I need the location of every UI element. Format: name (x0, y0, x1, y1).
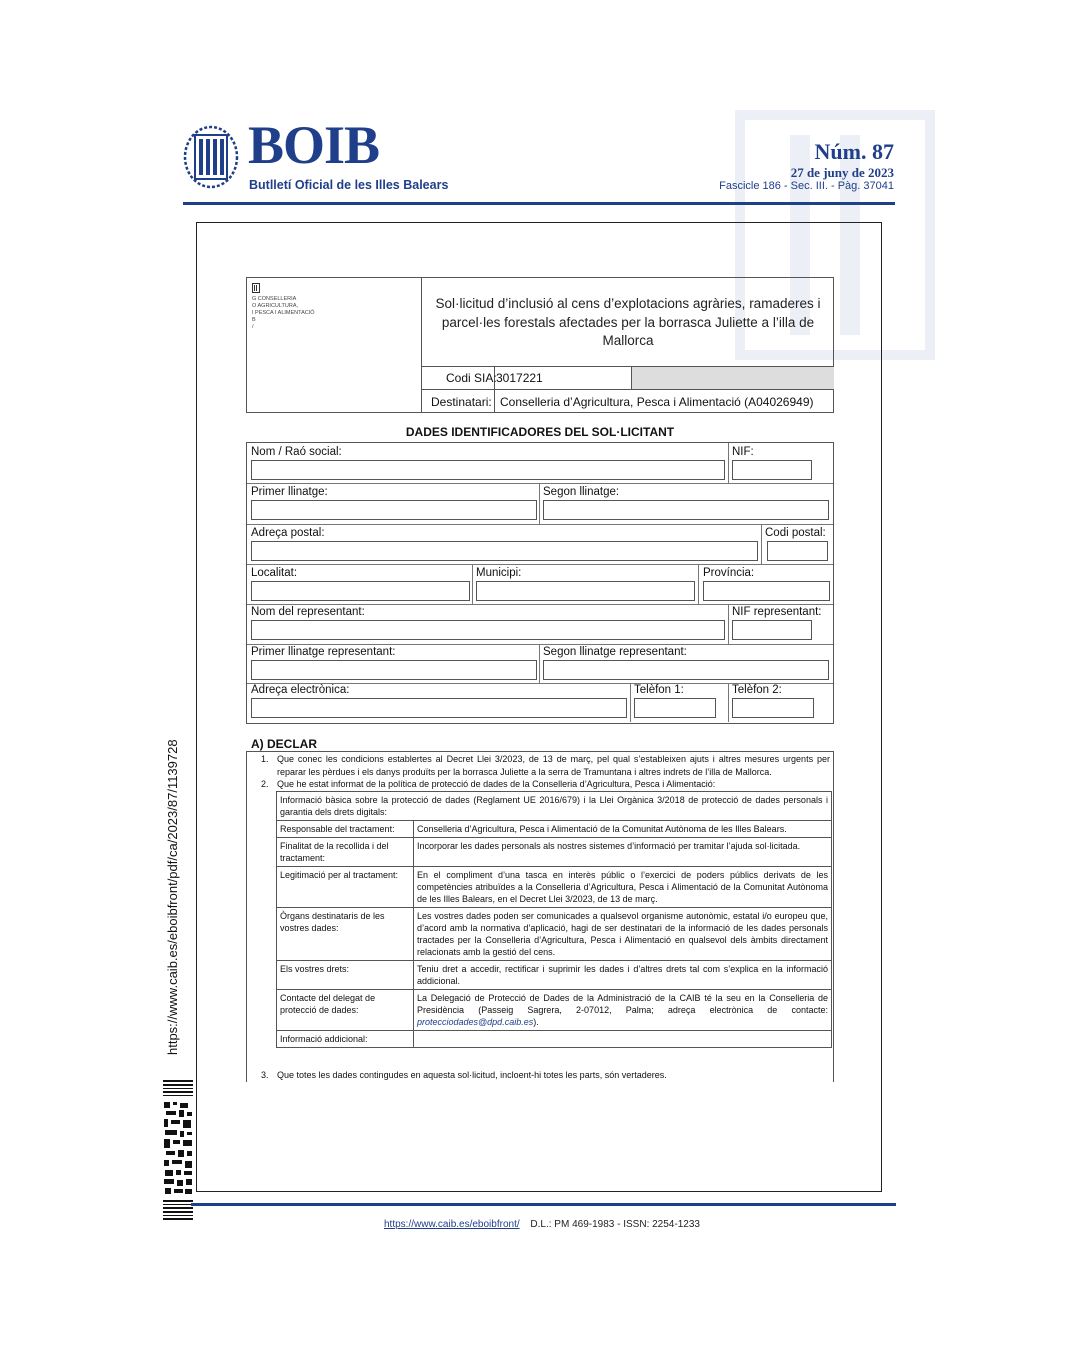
gov-logo (252, 283, 315, 331)
telefon2-field[interactable] (732, 698, 814, 718)
table-value: Conselleria d’Agricultura, Pesca i Alimentació de la Comunitat Autònoma de les Illes Balears. (414, 821, 832, 838)
table-intro: Informació bàsica sobre la protecció de dades (Reglament UE 2016/679) i la Llei Orgànica 3/2018 de protecció de dades personals i garantia dels drets digitals: (277, 792, 832, 821)
primer-llinatge-rep-label: Primer llinatge representant: (251, 646, 396, 658)
gov-logo-line: B (252, 317, 256, 323)
localitat-field[interactable] (251, 581, 470, 601)
table-value (414, 1031, 832, 1048)
table-row (277, 792, 832, 821)
footer-rule (191, 1203, 896, 1206)
nif-field[interactable] (732, 460, 812, 480)
field-divider (761, 525, 762, 565)
table-value: Teniu dret a accedir, rectificar i suprimir les dades i d’altres drets tal com s’explica en la informació addicional. (414, 961, 832, 990)
side-url[interactable]: https://www.caib.es/eboibfront/pdf/ca/2023/87/1139728 (165, 739, 180, 1055)
item-number: 1. (261, 754, 269, 764)
nom-field[interactable] (251, 460, 725, 480)
boib-emblem-icon (183, 125, 239, 189)
table-key: Els vostres drets: (277, 961, 414, 990)
nif-representant-label: NIF representant: (732, 606, 822, 618)
declar-title: A) DECLAR (251, 737, 317, 751)
sia-label: Codi SIA: (446, 371, 497, 385)
municipi-label: Municipi: (476, 567, 522, 579)
nif-representant-field[interactable] (732, 620, 812, 640)
gov-logo-icon (252, 283, 260, 293)
table-value: En el compliment d’una tasca en interès públic o l’exercici de poders públics derivats de les competències atribuïdes a la Conselleria d’Agricultura, Pesca i Alimentació de la Comunitat Autònoma de les Illes Balears, en el Decret Llei 3/2023, de 13 de març. (414, 867, 832, 908)
nom-label: Nom / Raó social: (251, 446, 342, 458)
table-row (277, 961, 832, 990)
header-rule (183, 202, 895, 205)
field-divider (728, 443, 729, 483)
table-key: Informació addicional: (277, 1031, 414, 1048)
field-divider (539, 645, 540, 684)
field-rule (247, 644, 833, 645)
field-divider (630, 684, 631, 722)
field-divider (728, 605, 729, 644)
issue-date: 27 de juny de 2023 (790, 165, 894, 180)
section-title: DADES IDENTIFICADORES DEL SOL·LICITANT (405, 425, 675, 439)
destinatari-label: Destinatari: (431, 395, 492, 409)
table-row (277, 1031, 832, 1048)
segon-llinatge-label: Segon llinatge: (543, 486, 620, 498)
declar-item-3: Que totes les dades contingudes en aquesta sol·licitud, incloent-hi totes les parts, són vertaderes. (277, 1070, 667, 1080)
table-key: Responsable del tractament: (277, 821, 414, 838)
primer-llinatge-label: Primer llinatge: (251, 486, 328, 498)
footer-link[interactable]: https://www.caib.es/eboibfront/ (384, 1219, 520, 1230)
adreca-postal-label: Adreça postal: (251, 527, 325, 539)
primer-llinatge-rep-field[interactable] (251, 660, 537, 680)
provincia-field[interactable] (703, 581, 830, 601)
telefon1-field[interactable] (634, 698, 716, 718)
table-value-contact (414, 990, 832, 1031)
gov-logo-line: O AGRICULTURA, (252, 303, 299, 309)
sia-value: 3017221 (496, 371, 543, 385)
table-key: Finalitat de la recollida i del tractament: (277, 838, 414, 867)
segon-llinatge-rep-field[interactable] (543, 660, 829, 680)
gov-logo-line: I PESCA I ALIMENTACIÓ (252, 310, 315, 316)
table-key: Legitimació per al tractament: (277, 867, 414, 908)
telefon1-label: Telèfon 1: (634, 684, 684, 696)
contact-tail: ). (533, 1017, 539, 1027)
contact-text: La Delegació de Protecció de Dades de la Administració de la CAIB té la seu en la Conselleria de Presidència (Passeig Sagrera, 2-07012, Palma; adreça electrònica de contacte: (417, 993, 828, 1015)
item-number: 2. (261, 779, 269, 789)
item-number: 3. (261, 1070, 269, 1080)
municipi-field[interactable] (476, 581, 695, 601)
table-row (277, 990, 832, 1031)
footer-legal: D.L.: PM 469-1983 - ISSN: 2254-1233 (530, 1219, 700, 1230)
form-header-divider (421, 277, 422, 413)
field-rule (247, 524, 833, 525)
nom-representant-label: Nom del representant: (251, 606, 365, 618)
table-value: Incorporar les dades personals als nostres sistemes d’informació per tramitar l’ajuda sol·licitada. (414, 838, 832, 867)
destinatari-value: Conselleria d’Agricultura, Pesca i Alimentació (A04026949) (500, 395, 814, 409)
footer (384, 1219, 700, 1230)
adreca-postal-field[interactable] (251, 541, 758, 561)
sia-gray-cell (631, 367, 834, 389)
table-key: Contacte del delegat de protecció de dades: (277, 990, 414, 1031)
fascicle-info: Fascicle 186 - Sec. III. - Pàg. 37041 (719, 180, 894, 192)
segon-llinatge-field[interactable] (543, 500, 829, 520)
field-divider (728, 684, 729, 722)
segon-llinatge-rep-label: Segon llinatge representant: (543, 646, 687, 658)
field-divider (539, 484, 540, 524)
table-row (277, 867, 832, 908)
telefon2-label: Telèfon 2: (732, 684, 782, 696)
field-rule (247, 604, 833, 605)
field-rule (247, 483, 833, 484)
codi-postal-label: Codi postal: (765, 527, 826, 539)
boib-subtitle: Butlletí Oficial de les Illes Balears (249, 178, 449, 192)
declar-item-1: Que conec les condicions establertes al Decret Llei 3/2023, de 13 de març, pel qual s’estableixen ajuts i altres mesures urgents per reparar les pèrdues i els danys produïts per la borrasca Juliette a la serra de Tramuntana i altres indrets de l’illa de Mallorca. (277, 754, 830, 777)
table-key: Òrgans destinataris de les vostres dades: (277, 908, 414, 961)
form-header-hline (421, 389, 834, 390)
qr-barcode-icon (163, 1080, 193, 1220)
table-row (277, 838, 832, 867)
localitat-label: Localitat: (251, 567, 298, 579)
provincia-label: Província: (703, 567, 755, 579)
email-field[interactable] (251, 698, 627, 718)
data-protection-table (276, 791, 832, 1048)
table-row (277, 908, 832, 961)
nif-label: NIF: (732, 446, 754, 458)
gov-logo-line: / (252, 324, 254, 330)
dpd-email-link[interactable]: protecciodades@dpd.caib.es (417, 1017, 534, 1027)
boib-logo: BOIB (248, 115, 380, 175)
field-divider (698, 565, 699, 604)
table-row (277, 821, 832, 838)
email-label: Adreça electrònica: (251, 684, 350, 696)
nom-representant-field[interactable] (251, 620, 725, 640)
declar-item-2: Que he estat informat de la política de protecció de dades de la Conselleria d’Agricultura, Pesca i Alimentació: (277, 779, 716, 789)
table-value: Les vostres dades poden ser comunicades a qualsevol organisme autonòmic, estatal i/o europeu que, d’acord amb la normativa d’aplicació, hagi de ser destinatari de la informació de les dades personals tractades per la Conselleria d’Agricultura, Pesca i Alimentació en qualsevol dels àmbits directament relacionats amb la gestió del cens. (414, 908, 832, 961)
form-title: Sol·licitud d’inclusió al cens d’explotacions agràries, ramaderes i parcel·les forestals afectades per la borrasca Juliette a l’illa de Mallorca (435, 296, 821, 348)
codi-postal-field[interactable] (767, 541, 828, 561)
gov-logo-line: G CONSELLERIA (252, 296, 297, 302)
field-rule (247, 564, 833, 565)
field-divider (472, 565, 473, 604)
primer-llinatge-field[interactable] (251, 500, 537, 520)
issue-number: Núm. 87 (814, 139, 894, 164)
